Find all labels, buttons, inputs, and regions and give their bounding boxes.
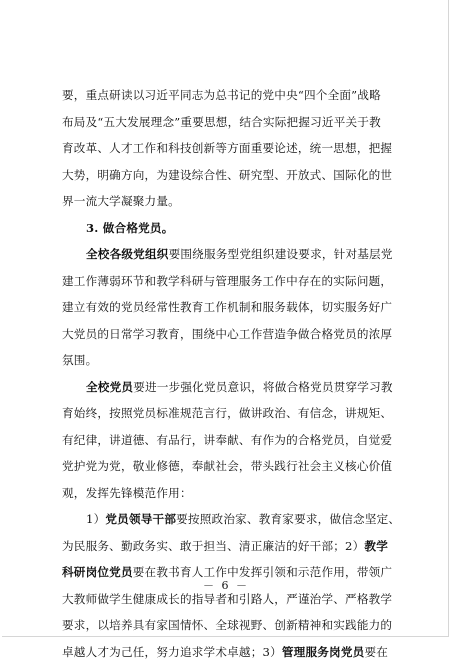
text-segment: 为民服务、勤政务实、敢于担当、清正廉洁的好干部；2）: [62, 539, 364, 553]
text-segment: 界一流大学凝聚力量。: [62, 194, 180, 208]
text-line: [62, 506, 392, 533]
text-segment: 有纪律，讲道德、有品行，讲奉献、有作为的合格党员，自觉爱: [62, 433, 392, 447]
bold-text-segment: 全校党员: [86, 380, 133, 394]
text-line: [62, 374, 392, 401]
text-line: [62, 639, 392, 665]
text-segment: 要求，以培养具有家国情怀、全球视野、创新精神和实践能力的: [62, 618, 392, 632]
text-line: [62, 215, 392, 242]
text-line: [62, 135, 392, 162]
text-line: [62, 188, 392, 215]
text-line: [62, 453, 392, 480]
text-line: [62, 294, 392, 321]
bold-text-segment: 管理服务岗党员: [282, 645, 365, 659]
text-segment: 建立有效的党员经常性教育工作机制和服务载体，切实服务好广: [62, 300, 392, 314]
bold-text-segment: 教学: [364, 539, 388, 553]
text-segment: 卓越人才为己任，努力追求学术卓越；3）: [62, 645, 282, 659]
text-line: [62, 268, 392, 295]
text-segment: 要围绕服务型党组织建设要求，针对基层党: [169, 247, 393, 261]
text-segment: 要在: [364, 645, 388, 659]
text-segment: 要按照政治家、教育家要求，做信念坚定、: [176, 512, 400, 526]
text-segment: 布局及“五大发展理念”重要思想，结合实际把握习近平关于教: [62, 115, 381, 129]
text-segment: 建工作薄弱环节和教学科研与管理服务工作中存在的实际问题，: [62, 274, 392, 288]
text-line: [62, 612, 392, 639]
text-segment: 要，重点研读以习近平同志为总书记的党中央“四个全面”战略: [62, 88, 381, 102]
text-segment: 要进一步强化党员意识，将做合格党员贯穿学习教: [133, 380, 392, 394]
text-line: [62, 427, 392, 454]
text-line: [62, 400, 392, 427]
page-number: － 6 －: [0, 577, 452, 593]
bold-text-segment: 全校各级党组织: [86, 247, 169, 261]
text-segment: 大党员的日常学习教育，围绕中心工作营造争做合格党员的浓厚: [62, 327, 392, 341]
text-segment: 育改革、人才工作和科技创新等方面重要论述，统一思想，把握: [62, 141, 392, 155]
text-line: [62, 321, 392, 348]
text-line: [62, 533, 392, 560]
text-line: [62, 82, 392, 109]
text-segment: 大教师做学生健康成长的指导者和引路人，严谨治学、严格教学: [62, 592, 392, 606]
text-line: [62, 241, 392, 268]
text-segment: 大势，明确方向，为建设综合性、研究型、开放式、国际化的世: [62, 168, 392, 182]
text-segment: 党护党为党，敬业修德，奉献社会，带头践行社会主义核心价值: [62, 459, 392, 473]
text-line: [62, 480, 392, 507]
text-line: [62, 109, 392, 136]
text-line: [62, 347, 392, 374]
text-line: [62, 162, 392, 189]
text-segment: 要在教书育人工作中发挥引领和示范作用，带领广: [133, 565, 392, 579]
bold-text-segment: 党员领导干部: [105, 512, 176, 526]
text-segment: 观，发挥先锋模范作用：: [62, 486, 192, 500]
text-segment: 氛围。: [62, 353, 97, 367]
text-segment: 1）: [86, 512, 105, 526]
text-segment: 育始终，按照党员标准规范言行，做讲政治、有信念，讲规矩、: [62, 406, 392, 420]
bold-text-segment: 3. 做合格党员。: [86, 221, 174, 235]
bold-text-segment: 科研岗位党员: [62, 565, 133, 579]
